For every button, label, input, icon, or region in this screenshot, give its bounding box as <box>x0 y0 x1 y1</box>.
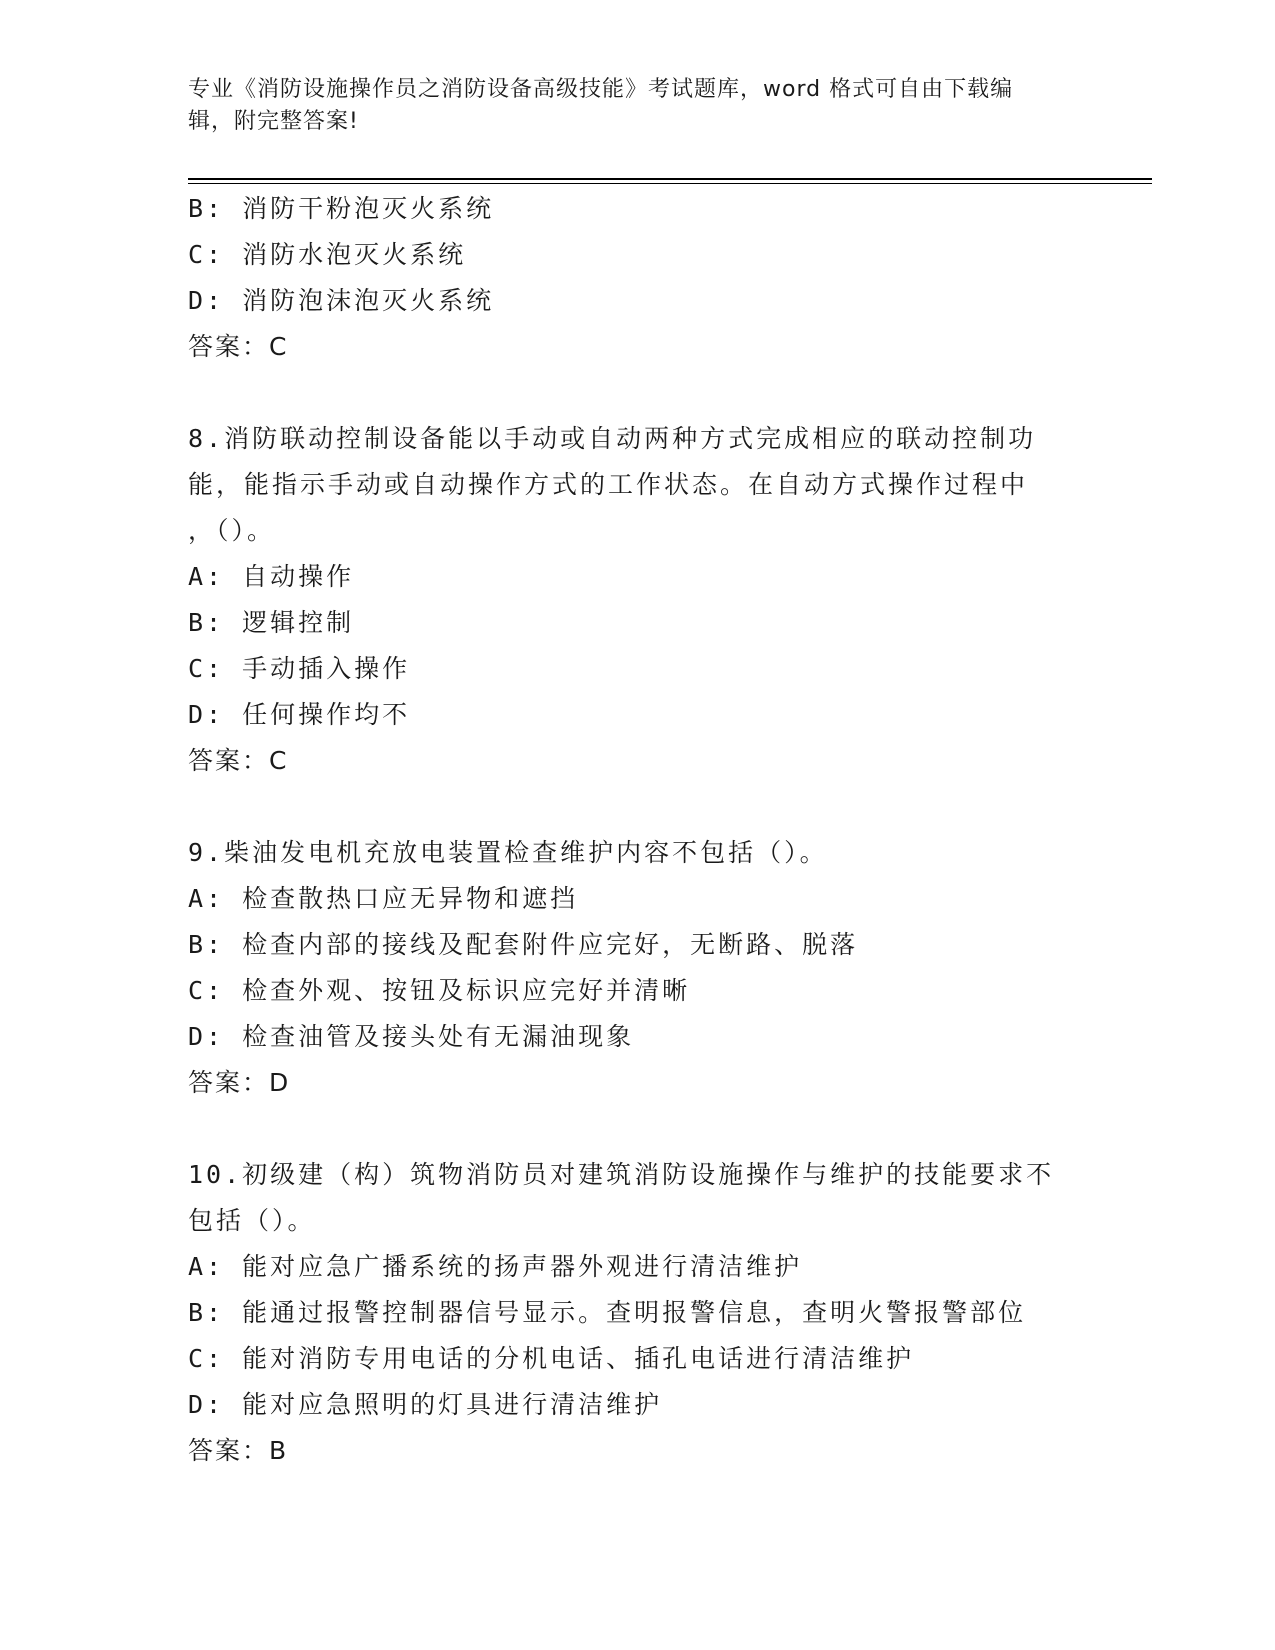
question-stem: 8.消防联动控制设备能以手动或自动两种方式完成相应的联动控制功 <box>188 424 1037 453</box>
question-stem: 能，能指示手动或自动操作方式的工作状态。在自动方式操作过程中 <box>188 470 1029 499</box>
header-divider-thin <box>188 183 1152 184</box>
question-spacer <box>188 1106 1088 1152</box>
option-a: A: 能对应急广播系统的扬声器外观进行清洁维护 <box>188 1252 803 1281</box>
header-divider-thick <box>188 178 1152 180</box>
option-d: D: 检查油管及接头处有无漏油现象 <box>188 1022 635 1051</box>
option-b: B: 逻辑控制 <box>188 608 355 637</box>
question-spacer <box>188 370 1088 416</box>
question-stem: 包括（）。 <box>188 1206 316 1235</box>
document-header <box>188 74 1068 138</box>
answer-line: 答案：C <box>188 746 289 775</box>
question-10 <box>188 1152 1088 1474</box>
option-d: D: 消防泡沫泡灭火系统 <box>188 286 495 315</box>
question-spacer <box>188 784 1088 830</box>
option-c: C: 消防水泡灭火系统 <box>188 240 467 269</box>
option-c: C: 能对消防专用电话的分机电话、插孔电话进行清洁维护 <box>188 1344 915 1373</box>
answer-line: 答案：B <box>188 1436 289 1465</box>
question-9 <box>188 830 1088 1106</box>
question-stem: 9.柴油发电机充放电装置检查维护内容不包括（）。 <box>188 838 828 867</box>
question-8 <box>188 416 1088 784</box>
answer-line: 答案：C <box>188 332 289 361</box>
option-d: D: 任何操作均不 <box>188 700 411 729</box>
option-a: A: 自动操作 <box>188 562 355 591</box>
question-stem: ，（）。 <box>188 516 276 545</box>
header-line-1: 专业《消防设施操作员之消防设备高级技能》考试题库，word 格式可自由下载编 <box>188 77 1014 102</box>
option-c: C: 检查外观、按钮及标识应完好并清晰 <box>188 976 691 1005</box>
answer-line: 答案：D <box>188 1068 291 1097</box>
option-b: B: 能通过报警控制器信号显示。查明报警信息，查明火警报警部位 <box>188 1298 1027 1327</box>
option-a: A: 检查散热口应无异物和遮挡 <box>188 884 579 913</box>
header-line-2: 辑，附完整答案! <box>188 109 359 134</box>
option-c: C: 手动插入操作 <box>188 654 411 683</box>
question-stem: 10.初级建（构）筑物消防员对建筑消防设施操作与维护的技能要求不 <box>188 1160 1055 1189</box>
option-b: B: 消防干粉泡灭火系统 <box>188 194 495 223</box>
option-b: B: 检查内部的接线及配套附件应完好，无断路、脱落 <box>188 930 859 959</box>
question-list <box>188 186 1088 1474</box>
option-d: D: 能对应急照明的灯具进行清洁维护 <box>188 1390 663 1419</box>
question-7-tail <box>188 186 1088 370</box>
